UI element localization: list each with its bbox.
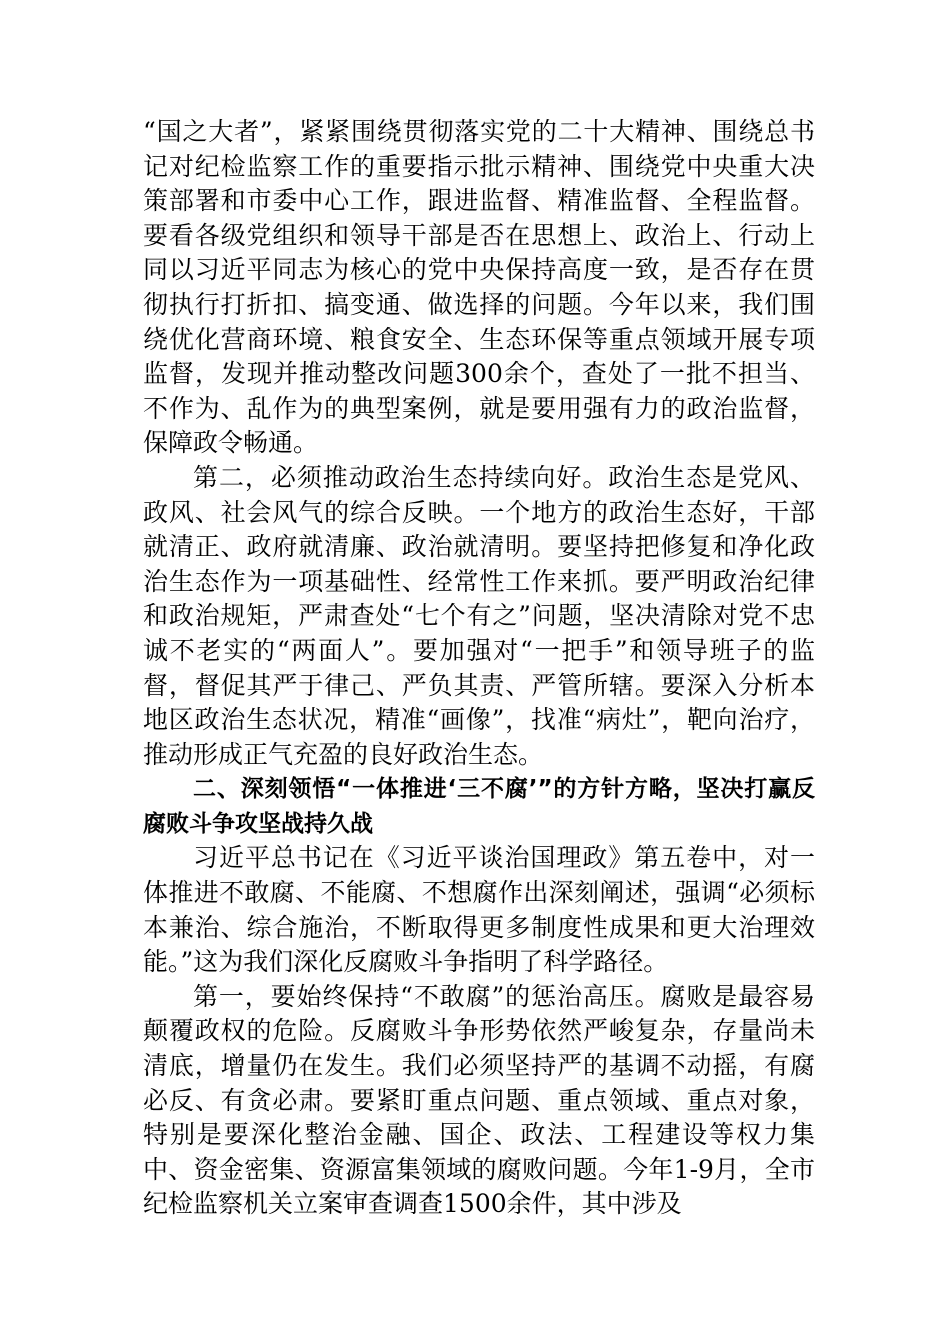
document-body xyxy=(143,115,815,1222)
paragraph-continuation: “国之大者”，紧紧围绕贯彻落实党的二十大精神、围绕总书记对纪检监察工作的重要指示批示精神、围绕党中央重大决策部署和市委中心工作，跟进监督、精准监督、全程监督。要看各级党组织和领导干部是否在思想上、政治上、行动上同以习近平同志为核心的党中央保持高度一致，是否存在贯彻执行打折扣、搞变通、做选择的问题。今年以来，我们围绕优化营商环境、粮食安全、生态环保等重点领域开展专项监督，发现并推动整改问题300余个，查处了一批不担当、不作为、乱作为的典型案例，就是要用强有力的政治监督，保障政令畅通。 xyxy=(143,117,815,458)
paragraph-political-ecology: 第二，必须推动政治生态持续向好。政治生态是党风、政风、社会风气的综合反映。一个地方的政治生态好，干部就清正、政府就清廉、政治就清明。要坚持把修复和净化政治生态作为一项基础性、经常性工作来抓。要严明政治纪律和政治规矩，严肃查处“七个有之”问题，坚决清除对党不忠诚不老实的“两面人”。要加强对“一把手”和领导班子的监督，督促其严于律己、严负其责、严管所辖。要深入分析本地区政治生态状况，精准“画像”，找准“病灶”，靶向治疗，推动形成正气充盈的良好政治生态。 xyxy=(143,462,815,769)
section-heading-two: 二、深刻领悟“一体推进‘三不腐’”的方针方略，坚决打赢反腐败斗争攻坚战持久战 xyxy=(143,776,815,837)
paragraph-xi-quote: 习近平总书记在《习近平谈治国理政》第五卷中，对一体推进不敢腐、不能腐、不想腐作出深刻阐述，强调“必须标本兼治、综合施治，不断取得更多制度性成果和更大治理效能。”这为我们深化反腐败斗争指明了科学路径。 xyxy=(143,843,815,977)
paragraph-first-point: 第一，要始终保持“不敢腐”的惩治高压。腐败是最容易颠覆政权的危险。反腐败斗争形势依然严峻复杂，存量尚未清底，增量仍在发生。我们必须坚持严的基调不动摇，有腐必反、有贪必肃。要紧盯重点问题、重点领域、重点对象，特别是要深化整治金融、国企、政法、工程建设等权力集中、资金密集、资源富集领域的腐败问题。今年1-9月，全市纪检监察机关立案审查调查1500余件，其中涉及 xyxy=(143,981,815,1219)
